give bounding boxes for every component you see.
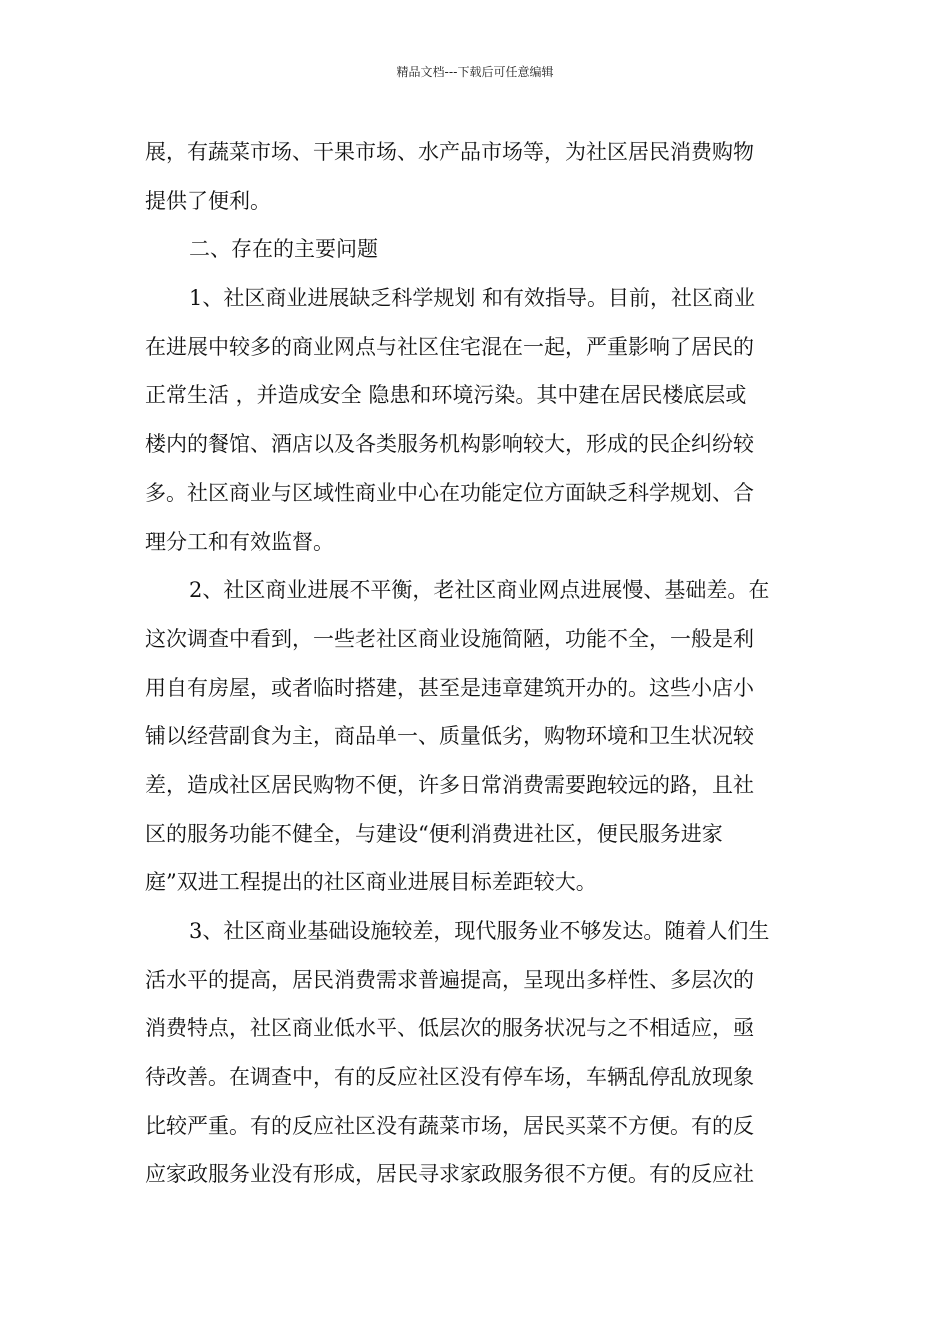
text-line: 区的服务功能不健全，与建设“便利消费进社区，便民服务进家 <box>145 821 723 846</box>
text-line: 1、社区商业进展缺乏科学规划 和有效指导。目前，社区商业 <box>189 286 756 311</box>
text-line: 3、社区商业基础设施较差，现代服务业不够发达。随着人们生 <box>189 919 770 943</box>
text-line: 二、存在的主要问题 <box>189 237 378 262</box>
text-line: 正常生活 ，并造成安全 隐患和环境污染。其中建在居民楼底层或 <box>145 383 747 408</box>
text-line: 提供了便利。 <box>145 188 271 213</box>
text-line: 在进展中较多的商业网点与社区住宅混在一起，严重影响了居民的 <box>145 334 754 359</box>
page-header: 精品文档---下载后可任意编辑 <box>396 65 554 79</box>
text-line: 应家政服务业没有形成，居民寻求家政服务很不方便。有的反应社 <box>145 1162 754 1187</box>
text-line: 庭”双进工程提出的社区商业进展目标差距较大。 <box>145 870 597 895</box>
body-text <box>145 128 807 1199</box>
text-line: 比较严重。有的反应社区没有蔬菜市场，居民买菜不方便。有的反 <box>145 1113 754 1138</box>
text-line: 活水平的提高，居民消费需求普遍提高，呈现出多样性、多层次的 <box>145 967 754 992</box>
text-line: 消费特点，社区商业低水平、低层次的服务状况与之不相适应，亟 <box>145 1016 754 1041</box>
text-line: 用自有房屋，或者临时搭建，甚至是违章建筑开办的。这些小店小 <box>145 675 754 700</box>
text-line: 这次调查中看到，一些老社区商业设施简陋，功能不全，一般是利 <box>145 626 754 651</box>
text-line: 理分工和有效监督。 <box>145 529 334 554</box>
text-line: 待改善。在调查中，有的反应社区没有停车场，车辆乱停乱放现象 <box>145 1065 754 1090</box>
text-line: 展，有蔬菜市场、干果市场、水产品市场等，为社区居民消费购物 <box>145 140 754 164</box>
text-line: 铺以经营副食为主，商品单一、质量低劣，购物环境和卫生状况较 <box>145 724 754 749</box>
text-line: 多。社区商业与区域性商业中心在功能定位方面缺乏科学规划、合 <box>145 480 754 505</box>
text-line: 2、社区商业进展不平衡，老社区商业网点进展慢、基础差。在 <box>189 578 770 603</box>
text-line: 楼内的餐馆、酒店以及各类服务机构影响较大，形成的民企纠纷较 <box>145 432 754 457</box>
text-line: 差，造成社区居民购物不便，许多日常消费需要跑较远的路，且社 <box>145 772 754 797</box>
